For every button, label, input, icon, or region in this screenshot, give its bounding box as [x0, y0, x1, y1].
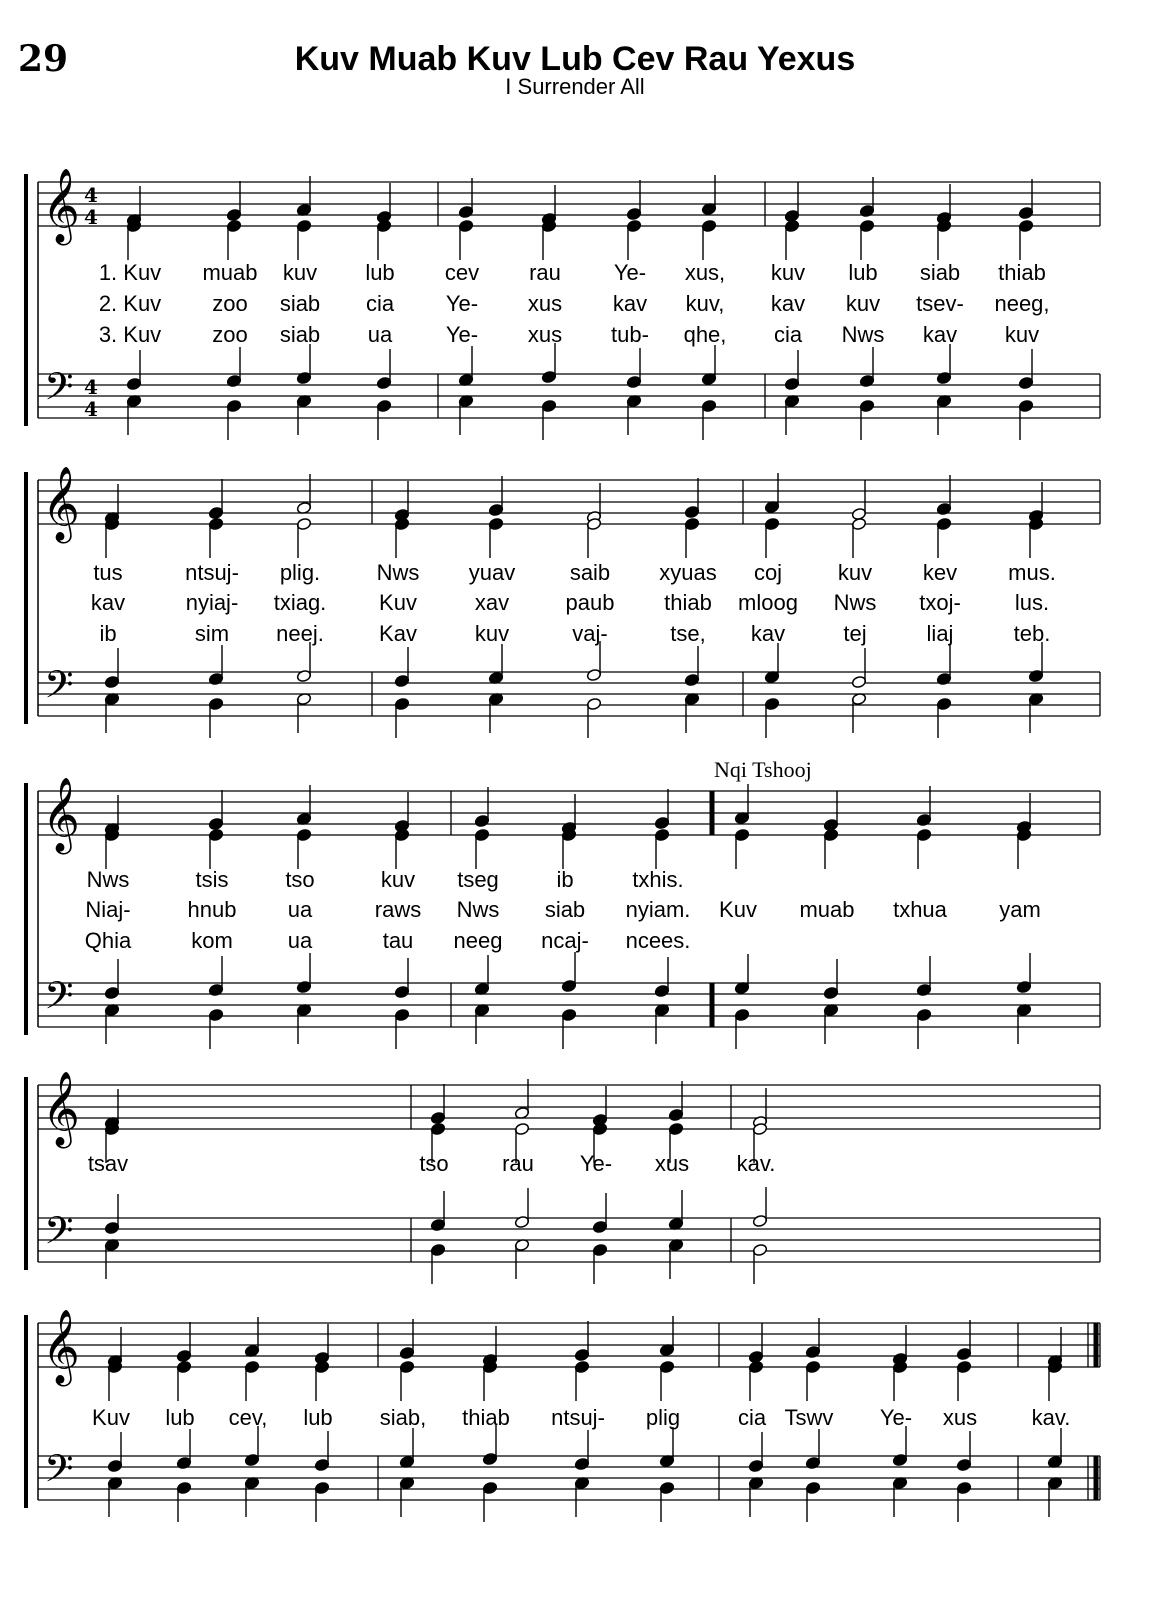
lyric-syllable: cev [444, 260, 480, 285]
lyric-syllable: rau [502, 1151, 534, 1176]
lyric-syllable: siab [279, 291, 321, 316]
chord [514, 1079, 529, 1279]
lyric-syllable: tsev- [916, 291, 964, 316]
lyric-syllable: tso [285, 867, 315, 892]
lyric-syllable: txiag. [273, 590, 327, 615]
lyric-syllable: zoo [212, 291, 248, 316]
lyric-syllable: cia [773, 322, 803, 347]
lyric-syllable: Qhia [84, 928, 132, 953]
lyric-line [93, 560, 1056, 585]
lyric-syllable: teb. [1013, 621, 1051, 646]
lyric-syllable: cia [365, 291, 395, 316]
lyric-syllable: kev [922, 560, 958, 585]
lyric-syllable: tso [419, 1151, 449, 1176]
lyric-syllable: kuv [474, 621, 510, 646]
lyric-syllable: ib [99, 621, 117, 646]
lyric-syllable: nyiaj- [185, 590, 239, 615]
lyric-syllable: tsis [195, 867, 229, 892]
lyric-syllable: muab [799, 897, 855, 922]
lyric-syllable: plig. [279, 560, 321, 585]
chord [592, 1086, 607, 1284]
lyric-syllable: raws [374, 897, 422, 922]
hymn-subtitle: I Surrender All [505, 74, 645, 99]
lyric-syllable: zoo [212, 322, 248, 347]
lyric-line [99, 621, 1050, 646]
lyric-syllable: Ye- [445, 291, 479, 316]
lyric-syllable: Nws [456, 897, 500, 922]
lyric-syllable: coj [753, 560, 783, 585]
treble-staff [38, 1085, 1100, 1129]
lyric-syllable: Nws [376, 560, 420, 585]
lyric-syllable: Kuv [719, 897, 757, 922]
lyric-syllable: kuv [282, 260, 318, 285]
lyric-syllable: cia [737, 1405, 767, 1430]
lyric-line [99, 291, 1050, 316]
lyric-syllable: xus [527, 291, 563, 316]
lyric-syllable: saib [569, 560, 611, 585]
lyric-syllable: kav [90, 590, 126, 615]
lyric-syllable: ua [287, 928, 313, 953]
lyric-syllable: Nws [86, 867, 130, 892]
lyric-syllable: Nws [833, 590, 877, 615]
lyric-syllable: kuv, [685, 291, 725, 316]
lyric-syllable: kuv [845, 291, 881, 316]
lyric-syllable: mus. [1008, 560, 1056, 585]
lyric-syllable: yam [999, 897, 1041, 922]
lyric-line [85, 928, 691, 953]
lyric-syllable: kom [191, 928, 233, 953]
lyric-syllable: txhua [893, 897, 947, 922]
lyric-syllable: neej. [276, 621, 324, 646]
lyric-syllable: Nws [841, 322, 885, 347]
lyric-syllable: neeg [453, 928, 503, 953]
lyric-syllable: 1. Kuv [98, 260, 162, 285]
lyric-syllable: 3. Kuv [98, 322, 162, 347]
bass-clef-icon: 𝄢 [44, 364, 74, 418]
lyric-syllable: kav. [1031, 1405, 1071, 1430]
lyric-syllable: ua [287, 897, 313, 922]
lyric-syllable: xyuas [659, 560, 717, 585]
lyric-syllable: siab [279, 322, 321, 347]
time-signature-bottom: 4 [84, 397, 98, 421]
lyric-line [87, 867, 684, 892]
lyric-syllable: plig [645, 1405, 681, 1430]
lyric-syllable: cev, [228, 1405, 268, 1430]
lyric-syllable: neeg, [994, 291, 1050, 316]
lyric-line [88, 1151, 776, 1176]
lyric-syllable: tau [382, 928, 414, 953]
bass-staff [38, 1456, 1100, 1500]
lyric-syllable: thiab [664, 590, 712, 615]
refrain-marking: Nqi Tshooj [714, 757, 812, 782]
lyric-syllable: tseg [457, 867, 499, 892]
lyric-syllable: tub- [611, 322, 649, 347]
lyric-syllable: Ye- [579, 1151, 613, 1176]
lyric-syllable: 2. Kuv [98, 291, 162, 316]
lyric-syllable: qhe, [683, 322, 727, 347]
chord [668, 1081, 683, 1279]
lyric-syllable: xus, [684, 260, 726, 285]
bass-clef-icon: 𝄢 [44, 662, 74, 716]
lyric-syllable: liaj [926, 621, 954, 646]
time-signature-top: 4 [84, 183, 98, 207]
lyric-syllable: sim [194, 621, 230, 646]
lyric-syllable: txoj- [919, 590, 961, 615]
lyric-syllable: lus. [1014, 590, 1050, 615]
lyric-syllable: kav [770, 291, 806, 316]
lyric-syllable: kuv [837, 560, 873, 585]
lyric-syllable: kav [750, 621, 786, 646]
lyric-syllable: ib [556, 867, 574, 892]
treble-staff [38, 1323, 1100, 1367]
bass-clef-icon: 𝄢 [44, 1446, 74, 1500]
lyric-syllable: Ye- [613, 260, 647, 285]
treble-clef-icon: 𝄞 [42, 778, 80, 852]
lyric-syllable: kuv [770, 260, 806, 285]
lyric-syllable: hnub [187, 897, 237, 922]
lyric-syllable: xus [654, 1151, 690, 1176]
lyric-syllable: kav [922, 322, 958, 347]
lyric-syllable: Niaj- [85, 897, 131, 922]
lyric-line [99, 260, 1046, 285]
lyric-syllable: kav [612, 291, 648, 316]
lyric-syllable: tsav [87, 1151, 129, 1176]
lyric-syllable: thiab [462, 1405, 510, 1430]
lyric-syllable: xus [527, 322, 563, 347]
hymn-number: 29 [18, 38, 69, 80]
lyric-syllable: kav. [736, 1151, 776, 1176]
lyric-syllable: siab [919, 260, 961, 285]
system-4 [26, 1072, 1100, 1284]
lyric-syllable: siab, [379, 1405, 427, 1430]
lyric-syllable: muab [202, 260, 258, 285]
lyric-syllable: ntsuj- [551, 1405, 605, 1430]
lyric-syllable: Ye- [445, 322, 479, 347]
treble-clef-icon: 𝄞 [42, 1072, 80, 1146]
lyric-syllable: ua [367, 322, 393, 347]
lyric-syllable: lub [303, 1405, 333, 1430]
lyric-syllable: tej [843, 621, 867, 646]
time-signature-top: 4 [84, 375, 98, 399]
lyric-syllable: lub [848, 260, 878, 285]
bass-staff [38, 1218, 1100, 1262]
lyric-syllable: xav [474, 590, 510, 615]
lyric-line [99, 322, 1039, 347]
lyric-syllable: ncaj- [541, 928, 589, 953]
lyric-syllable: lub [365, 260, 395, 285]
lyric-syllable: siab [544, 897, 586, 922]
lyric-syllable: yuav [468, 560, 516, 585]
treble-staff [38, 480, 1100, 524]
lyric-syllable: paub [565, 590, 615, 615]
lyric-syllable: Ye- [879, 1405, 913, 1430]
chord [430, 1084, 445, 1284]
lyric-syllable: ntsuj- [185, 560, 239, 585]
lyric-line [85, 897, 1040, 922]
hymn-title: Kuv Muab Kuv Lub Cev Rau Yexus [294, 40, 856, 78]
treble-clef-icon: 𝄞 [42, 169, 80, 243]
lyric-syllable: tse, [670, 621, 706, 646]
lyric-syllable: kuv [1004, 322, 1040, 347]
lyric-syllable: Kav [379, 621, 417, 646]
lyric-syllable: nyiam. [625, 897, 691, 922]
lyric-syllable: txhis. [632, 867, 684, 892]
lyric-syllable: thiab [998, 260, 1046, 285]
lyric-syllable: kuv [380, 867, 416, 892]
lyric-line [91, 590, 1049, 615]
time-signature-bottom: 4 [84, 205, 98, 229]
lyric-syllable: rau [529, 260, 561, 285]
lyric-syllable: vaj- [572, 621, 608, 646]
treble-clef-icon: 𝄞 [42, 1310, 80, 1384]
lyric-syllable: Tswv [784, 1405, 834, 1430]
bass-clef-icon: 𝄢 [44, 1208, 74, 1262]
lyric-syllable: Kuv [92, 1405, 130, 1430]
lyric-syllable: mloog [738, 590, 798, 615]
lyric-syllable: Kuv [379, 590, 417, 615]
lyric-syllable: lub [165, 1405, 195, 1430]
bass-clef-icon: 𝄢 [44, 973, 74, 1027]
treble-clef-icon: 𝄞 [42, 467, 80, 541]
lyric-line [92, 1405, 1070, 1430]
lyric-syllable: xus [942, 1405, 978, 1430]
lyric-syllable: tus [93, 560, 123, 585]
lyric-syllable: ncees. [625, 928, 691, 953]
